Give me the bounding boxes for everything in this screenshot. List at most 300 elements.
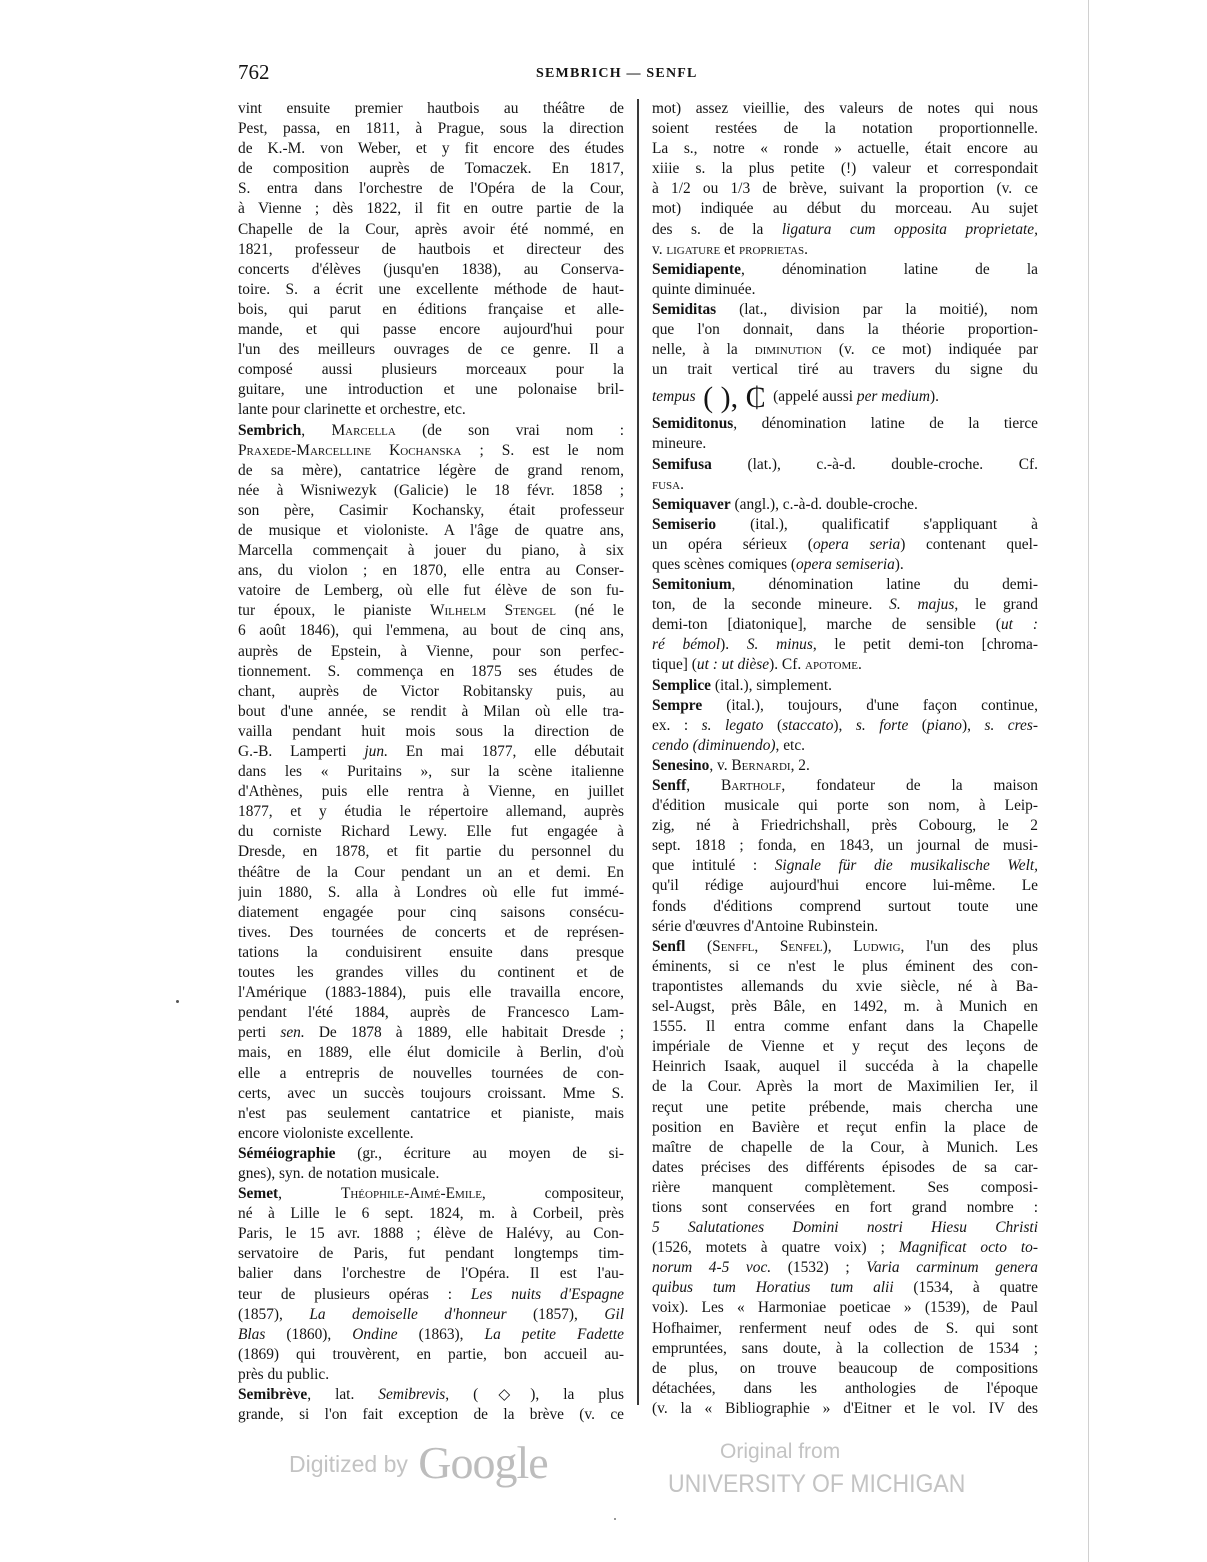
- text-segment: pendant l'été 1884, auprès de Francesco Lam-: [238, 1004, 624, 1022]
- text-segment: Blas: [238, 1325, 266, 1343]
- text-segment: (: [685, 937, 713, 955]
- text-line: [238, 1325, 624, 1345]
- digitized-by-text: Digitized by: [289, 1451, 408, 1477]
- text-line: [652, 917, 1038, 937]
- text-line: [652, 1178, 1038, 1198]
- text-segment: s. legato: [701, 716, 764, 734]
- text-line: [652, 696, 1038, 716]
- text-segment: , v.: [709, 756, 732, 774]
- text-segment: gnes), syn. de notation musicale.: [238, 1164, 440, 1182]
- column-rule: [637, 99, 639, 1405]
- text-segment: sel-Augst, près Bâle, en 1492, m. à Munich en: [652, 998, 1038, 1016]
- text-segment: (de son vrai nom :: [395, 421, 624, 439]
- text-line: [652, 816, 1038, 836]
- text-segment: tur époux, le pianiste: [238, 602, 430, 620]
- scan-speck: [614, 1518, 616, 1520]
- text-segment: née à Wisniwezyk (Galicie) le 18 févr. 1858 ;: [238, 481, 624, 499]
- text-segment: ( ), ₵: [695, 381, 774, 415]
- text-segment: .: [858, 656, 862, 674]
- text-line: [238, 782, 624, 802]
- entry-headword: Semiditas: [652, 300, 717, 318]
- text-segment: à 1/2 ou 1/3 de brève, suivant la proportion (v. ce: [652, 180, 1038, 198]
- text-line: [238, 400, 624, 420]
- text-segment: Dresde, en 1878, et fit partie du personnel du: [238, 843, 624, 861]
- text-segment: à Vienne ; dès 1822, il fit en outre partie de la: [238, 200, 624, 218]
- text-segment: guitare, une introduction et une polonaise bril-: [238, 381, 624, 399]
- text-segment: ligatura cum opposita proprietate,: [781, 220, 1038, 238]
- text-line: [238, 983, 624, 1003]
- text-segment: que intitulé :: [652, 857, 775, 875]
- text-segment: (lat.), c.-à-d. double-croche. Cf.: [711, 455, 1038, 473]
- text-segment: rière manquent complètement. Ses composi-: [652, 1178, 1038, 1196]
- text-line: [652, 99, 1038, 119]
- text-segment: ex. :: [652, 716, 702, 734]
- text-line: [652, 635, 1038, 655]
- text-segment: tations la conduisirent ensuite dans presque: [238, 943, 624, 961]
- entry-headword: Senfl: [652, 937, 686, 955]
- text-segment: chant, auprès de Victor Robitansky puis, au: [238, 682, 624, 700]
- text-segment: (né le: [556, 602, 624, 620]
- text-line: [652, 555, 1038, 575]
- text-line: [238, 260, 624, 280]
- text-segment: Théophile-Aimé-Emile: [340, 1185, 482, 1203]
- text-segment: ,: [301, 421, 332, 439]
- text-line: [652, 119, 1038, 139]
- entry-headword: Semibrève: [238, 1386, 308, 1403]
- entry-headword: Semiditonus: [652, 415, 734, 433]
- text-line: [238, 1164, 624, 1184]
- text-segment: En mai 1877, elle débutait: [387, 743, 624, 760]
- text-line: [652, 360, 1038, 380]
- text-line: [652, 1298, 1038, 1318]
- text-line: [652, 414, 1038, 434]
- text-line: [238, 421, 624, 441]
- text-segment: (1534, à quatre: [893, 1279, 1038, 1297]
- text-segment: ans, du violon ; en 1870, elle entra au Conser-: [238, 562, 624, 580]
- text-line: [652, 1319, 1038, 1339]
- entry-headword: Sempre: [652, 696, 703, 714]
- entry-headword: Sembrich: [238, 421, 302, 439]
- text-line: [238, 1224, 624, 1244]
- text-segment: opera semiseria: [796, 555, 895, 573]
- google-logo: Google: [418, 1437, 548, 1488]
- text-segment: toire. S. a écrit une excellente méthode de haut-: [238, 280, 624, 298]
- text-segment: ).: [929, 388, 939, 406]
- text-segment: Chapelle de la Cour, après avoir été nommé, en: [238, 220, 624, 238]
- university-text: UNIVERSITY OF MICHIGAN: [668, 1470, 966, 1498]
- text-line: [238, 1244, 624, 1264]
- text-line: [652, 957, 1038, 977]
- text-line: [652, 756, 1038, 776]
- text-segment: l'un des meilleurs ouvrages de ce genre. Il a: [238, 341, 624, 359]
- text-segment: , lat.: [307, 1386, 379, 1403]
- text-line: [238, 481, 624, 501]
- text-segment: mot) assez vieillie, des valeurs de notes qui nous: [652, 100, 1038, 117]
- text-line: [238, 1124, 624, 1144]
- text-segment: auprès de Epstein, à Vienne, pour son perfec-: [238, 642, 624, 660]
- running-head: SEMBRICH — SENFL: [536, 66, 698, 81]
- text-segment: zig, né à Friedrichshall, près Cobourg, le 2: [652, 817, 1038, 835]
- text-line: [652, 1238, 1038, 1258]
- text-line: [238, 822, 624, 842]
- text-segment: , le petit demi-ton [chroma-: [812, 636, 1038, 654]
- text-segment: (gr., écriture au moyen de si-: [335, 1144, 624, 1162]
- text-segment: un trait vertical tiré au travers du signe du: [652, 361, 1038, 379]
- text-line: [652, 876, 1038, 896]
- text-line: [238, 380, 624, 400]
- text-line: [238, 441, 624, 461]
- text-line: [238, 1104, 624, 1124]
- text-segment: Les nuits d'Espagne: [470, 1285, 624, 1303]
- text-segment: diminution: [754, 341, 822, 359]
- text-line: [652, 676, 1038, 696]
- text-segment: trapontistes allemands du xvie siècle, né à Ba-: [652, 977, 1038, 995]
- text-line: [238, 923, 624, 943]
- text-line: [238, 1064, 624, 1084]
- text-segment: (: [908, 716, 927, 734]
- text-line: [238, 1204, 624, 1224]
- text-line: [238, 1285, 624, 1305]
- text-segment: demi-ton [diatonique], marche de sensible (: [652, 616, 1001, 634]
- text-segment: éminents, si ce n'est le plus éminent des con-: [652, 957, 1038, 975]
- text-segment: Magnificat octo to-: [898, 1239, 1038, 1257]
- text-line: [238, 199, 624, 219]
- text-segment: théâtre de la Cour pendant un an et demi. En: [238, 863, 624, 881]
- text-segment: ) contenant quel-: [900, 535, 1038, 553]
- entry-headword: Semet: [238, 1185, 279, 1203]
- text-segment: Ludwig: [853, 937, 901, 955]
- entry-headword: Senesino: [652, 756, 710, 774]
- text-segment: norum 4-5 voc.: [652, 1259, 772, 1277]
- text-line: [238, 1405, 624, 1425]
- text-segment: (1863),: [397, 1325, 485, 1343]
- text-segment: Bernardi: [731, 756, 791, 774]
- text-line: [238, 883, 624, 903]
- text-segment: né à Lille le 6 sept. 1824, m. à Corbeil, près: [238, 1205, 624, 1223]
- text-line: [238, 300, 624, 320]
- text-segment: servatoire de Paris, fut pendant longtemps tim-: [238, 1245, 624, 1263]
- text-segment: nelle, à la: [652, 341, 755, 359]
- text-segment: Marcella: [331, 421, 396, 439]
- text-segment: ; S. est le nom: [461, 441, 624, 459]
- text-line: [652, 615, 1038, 635]
- text-segment: .: [680, 475, 684, 493]
- text-line: [652, 260, 1038, 280]
- text-segment: un opéra sérieux (: [652, 535, 813, 553]
- page-number: 762: [238, 60, 270, 84]
- text-line: [652, 977, 1038, 997]
- text-segment: tionnement. S. commença en 1875 ses études de: [238, 662, 624, 680]
- text-segment: des s. de la: [652, 220, 782, 238]
- text-segment: bois, qui parut en éditions française et alle-: [238, 300, 624, 318]
- text-line: [238, 621, 624, 641]
- text-line: [238, 521, 624, 541]
- text-segment: (1857),: [238, 1305, 310, 1323]
- text-line: [652, 159, 1038, 179]
- text-line: [652, 139, 1038, 159]
- text-segment: piano: [926, 716, 962, 734]
- text-line: [652, 1359, 1038, 1379]
- text-line: [652, 1198, 1038, 1218]
- text-line: [238, 601, 624, 621]
- text-line: [238, 240, 624, 260]
- text-segment: (1532) ;: [771, 1259, 867, 1277]
- text-segment: empruntées, sans doute, à la collection de 1534 ;: [652, 1339, 1038, 1357]
- text-segment: tique] (: [652, 656, 697, 674]
- right-column: [652, 99, 1038, 1419]
- text-segment: , fondateur de la maison: [781, 777, 1038, 794]
- text-segment: xiiie s. la plus petite (!) valeur et correspondait: [652, 160, 1038, 178]
- text-segment: (lat., division par la moitié), nom: [716, 300, 1038, 318]
- text-line: [652, 1158, 1038, 1178]
- text-segment: (1860),: [265, 1325, 353, 1343]
- text-segment: v.: [652, 240, 667, 258]
- entry-headword: Semiserio: [652, 515, 717, 533]
- text-line: [238, 802, 624, 822]
- text-line: [652, 655, 1038, 675]
- text-segment: près du public.: [238, 1365, 330, 1383]
- text-segment: du corniste Richard Lewy. Elle fut engagée à: [238, 823, 624, 841]
- text-line: [238, 119, 624, 139]
- text-segment: ,: [278, 1185, 341, 1203]
- text-segment: teur de plusieurs opéras :: [238, 1285, 471, 1303]
- text-segment: concerts d'élèves (jusqu'en 1838), au Conserva-: [238, 260, 624, 278]
- text-line: [652, 380, 1038, 414]
- text-line: [652, 736, 1038, 756]
- text-segment: position en Bavière et reçut enfin la place de: [652, 1118, 1038, 1136]
- text-line: [238, 360, 624, 380]
- text-segment: , dénomination latine de la tierce: [733, 415, 1038, 433]
- text-segment: De 1878 à 1889, elle habitait Dresde ;: [304, 1024, 624, 1042]
- entry-headword: Semifusa: [652, 455, 712, 473]
- text-segment: jun.: [364, 743, 388, 760]
- text-segment: S. minus: [746, 636, 813, 654]
- text-line: [238, 903, 624, 923]
- text-line: [238, 220, 624, 240]
- text-line: [652, 1118, 1038, 1138]
- text-segment: l'Amérique (1883-1884), puis elle travailla encore,: [238, 984, 624, 1002]
- text-segment: ),: [822, 937, 854, 955]
- text-line: [238, 1184, 624, 1204]
- text-segment: (v. la « Bibliographie » d'Eitner et le vol. IV des: [652, 1399, 1038, 1417]
- text-segment: soient restées de la notation proportionnelle.: [652, 120, 1038, 138]
- text-segment: (1869) qui trouvèrent, en partie, bon accueil au-: [238, 1345, 624, 1363]
- text-segment: perti: [238, 1024, 281, 1042]
- text-segment: Paris, le 15 avr. 1888 ; élève de Halévy, au Con-: [238, 1225, 624, 1243]
- text-segment: dates précises des différents épisodes de sa car-: [652, 1158, 1038, 1176]
- text-segment: ),: [961, 716, 985, 734]
- text-line: [652, 179, 1038, 199]
- text-segment: proprietas: [738, 240, 805, 258]
- entry-headword: Semidiapente: [652, 260, 741, 278]
- text-segment: ré bémol: [652, 636, 721, 654]
- text-segment: impériale de Vienne et y reçut des leçons de: [652, 1038, 1038, 1056]
- text-segment: mot) indiquée au début du morceau. Au sujet: [652, 200, 1038, 218]
- text-line: [652, 1057, 1038, 1077]
- text-line: [652, 199, 1038, 219]
- text-line: [652, 1379, 1038, 1399]
- text-line: [238, 642, 624, 662]
- text-segment: toutes les grandes villes du continent et de: [238, 964, 624, 982]
- text-line: [652, 856, 1038, 876]
- entry-headword: Senff: [652, 777, 687, 794]
- text-segment: grande, si l'on fait exception de la brève (v. ce: [238, 1406, 624, 1424]
- text-segment: ).: [894, 555, 904, 573]
- text-segment: s. forte: [855, 716, 909, 734]
- text-line: [652, 340, 1038, 360]
- text-segment: et: [720, 240, 739, 258]
- text-segment: ligature: [666, 240, 721, 258]
- text-line: [238, 702, 624, 722]
- text-line: [238, 159, 624, 179]
- text-segment: qu'il rédige aujourd'hui encore lui-même. Le: [652, 877, 1038, 895]
- text-segment: La demoiselle d'honneur: [309, 1305, 507, 1323]
- text-segment: de composition auprès de Tomaczek. En 1817,: [238, 160, 624, 178]
- text-line: [238, 1144, 624, 1164]
- text-segment: Senffl, Senfel: [712, 937, 823, 955]
- text-segment: n'est pas seulement cantatrice et pianiste, mais: [238, 1104, 624, 1122]
- text-line: [238, 1084, 624, 1104]
- text-line: [238, 1385, 624, 1405]
- text-segment: vatoire de Lemberg, où elle fut élève de son fu-: [238, 582, 624, 600]
- text-line: [652, 434, 1038, 454]
- text-line: [652, 1399, 1038, 1419]
- text-line: [652, 716, 1038, 736]
- text-line: [652, 1258, 1038, 1278]
- text-segment: Ondine: [352, 1325, 398, 1343]
- original-from-text: Original from: [720, 1440, 841, 1463]
- text-segment: ). Cf.: [769, 656, 806, 674]
- text-segment: Bartholf: [721, 777, 782, 794]
- text-segment: cendo (diminuendo): [652, 736, 776, 754]
- text-line: [238, 1023, 624, 1043]
- text-segment: que l'on donnait, dans la théorie proportion-: [652, 321, 1038, 339]
- text-line: [652, 240, 1038, 260]
- text-segment: staccato: [782, 716, 834, 734]
- text-line: [238, 863, 624, 883]
- text-segment: S. entra dans l'orchestre de l'Opéra de la Cour,: [238, 180, 624, 198]
- text-segment: quibus tum Horatius tum alii: [652, 1279, 894, 1297]
- text-line: [652, 515, 1038, 535]
- text-segment: ).: [720, 636, 747, 654]
- text-segment: ut : ut dièse: [696, 656, 770, 674]
- text-line: [238, 842, 624, 862]
- text-segment: Hofhaimer, renferment neuf odes de S. qui sont: [652, 1319, 1038, 1337]
- entry-headword: Semitonium: [652, 576, 732, 594]
- text-segment: (: [763, 716, 783, 734]
- text-line: [238, 280, 624, 300]
- text-segment: ),: [833, 716, 856, 734]
- text-segment: (ital.), simplement.: [711, 676, 832, 694]
- text-segment: Marcella commençait à jouer du piano, à six: [238, 542, 624, 560]
- text-segment: , l'un des plus: [900, 937, 1038, 955]
- text-segment: Heinrich Isaak, auquel il succéda à la chapelle: [652, 1058, 1038, 1076]
- text-line: [652, 575, 1038, 595]
- text-segment: (ital.), qualificatif s'appliquant à: [716, 515, 1038, 533]
- text-segment: mais, en 1889, elle élut domicile à Berlin, d'où: [238, 1044, 624, 1062]
- text-line: [238, 501, 624, 521]
- text-segment: apotome: [805, 656, 859, 674]
- text-segment: 6 août 1846), qui l'emmena, au bout de cinq ans,: [238, 622, 624, 640]
- text-segment: 1555. Il entra comme enfant dans la Chapelle: [652, 1018, 1038, 1036]
- text-line: [238, 662, 624, 682]
- text-segment: bout d'une année, se rendit à Milan où elle tra-: [238, 702, 624, 720]
- text-segment: La s., notre « ronde » actuelle, était encore au: [652, 140, 1038, 158]
- text-line: [652, 1037, 1038, 1057]
- text-line: [238, 1264, 624, 1284]
- text-segment: , compositeur,: [481, 1185, 624, 1203]
- text-segment: fusa: [652, 475, 681, 493]
- digitized-by-watermark: [289, 1436, 548, 1489]
- text-segment: mineure.: [652, 435, 707, 453]
- text-line: [238, 179, 624, 199]
- text-segment: , dénomination latine du demi-: [731, 576, 1038, 594]
- text-segment: Gil: [604, 1305, 624, 1323]
- text-segment: sen.: [280, 1024, 305, 1042]
- text-segment: Praxede-Marcelline Kochanska: [238, 441, 462, 459]
- text-segment: composé aussi plusieurs morceaux pour la: [238, 361, 624, 379]
- text-segment: de la Cour. Après la mort de Maximilien Ier, il: [652, 1078, 1038, 1096]
- text-segment: (angl.), c.-à-d. double-croche.: [730, 495, 918, 513]
- text-line: [238, 742, 624, 762]
- text-segment: , (◇), la plus: [445, 1386, 624, 1403]
- text-line: [652, 495, 1038, 515]
- text-line: [238, 963, 624, 983]
- text-line: [238, 99, 624, 119]
- entry-headword: Séméiographie: [238, 1144, 336, 1162]
- text-segment: per medium: [856, 388, 930, 406]
- entry-headword: Semplice: [652, 676, 711, 694]
- text-line: [238, 1003, 624, 1023]
- text-segment: maître de chapelle de la Cour, à Munich. Les: [652, 1138, 1038, 1156]
- text-line: [652, 535, 1038, 555]
- text-line: [238, 762, 624, 782]
- text-line: [238, 541, 624, 561]
- text-segment: encore violoniste excellente.: [238, 1124, 414, 1142]
- text-segment: certs, avec un succès toujours croissant. Mme S.: [238, 1084, 624, 1102]
- text-segment: tives. Des tournées de concerts et de représen-: [238, 923, 624, 941]
- text-segment: Pest, passa, en 1811, à Prague, sous la direction: [238, 120, 624, 138]
- text-segment: , 2.: [790, 756, 810, 774]
- text-segment: 1877, et y étudia le répertoire allemand, auprès: [238, 803, 624, 821]
- text-segment: détachées, dans les anthologies de l'époque: [652, 1379, 1038, 1397]
- text-segment: tempus: [652, 388, 696, 406]
- text-segment: 5 Salutationes Domini nostri Hiesu Christi: [652, 1219, 1038, 1237]
- page-edge-line: [1088, 0, 1089, 1562]
- text-line: [652, 1339, 1038, 1359]
- text-segment: Signale für die musikalische Welt,: [774, 857, 1038, 875]
- text-segment: .: [804, 240, 808, 258]
- text-line: [238, 1305, 624, 1325]
- text-segment: son père, Casimir Kochansky, était professeur: [238, 501, 624, 519]
- text-segment: elle a entrepris de nouvelles tournées de con-: [238, 1064, 624, 1082]
- text-line: [652, 1218, 1038, 1238]
- text-segment: ,: [686, 777, 721, 794]
- text-line: [652, 1278, 1038, 1298]
- text-segment: de K.-M. von Weber, et y fit encore des études: [238, 140, 624, 158]
- text-line: [238, 1365, 624, 1385]
- text-segment: diatement engagée pour cinq saisons consécu-: [238, 903, 624, 921]
- text-segment: balier dans l'orchestre de l'Opéra. Il est l'au-: [238, 1265, 624, 1283]
- text-line: [652, 997, 1038, 1017]
- text-line: [652, 475, 1038, 495]
- text-line: [652, 897, 1038, 917]
- text-segment: sept. 1818 ; fonda, en 1843, un journal de musi-: [652, 837, 1038, 855]
- text-line: [652, 220, 1038, 240]
- text-line: [238, 561, 624, 581]
- text-segment: (v. ce mot) indiquée par: [821, 341, 1038, 359]
- text-segment: 1821, professeur de hautbois et directeur des: [238, 240, 624, 258]
